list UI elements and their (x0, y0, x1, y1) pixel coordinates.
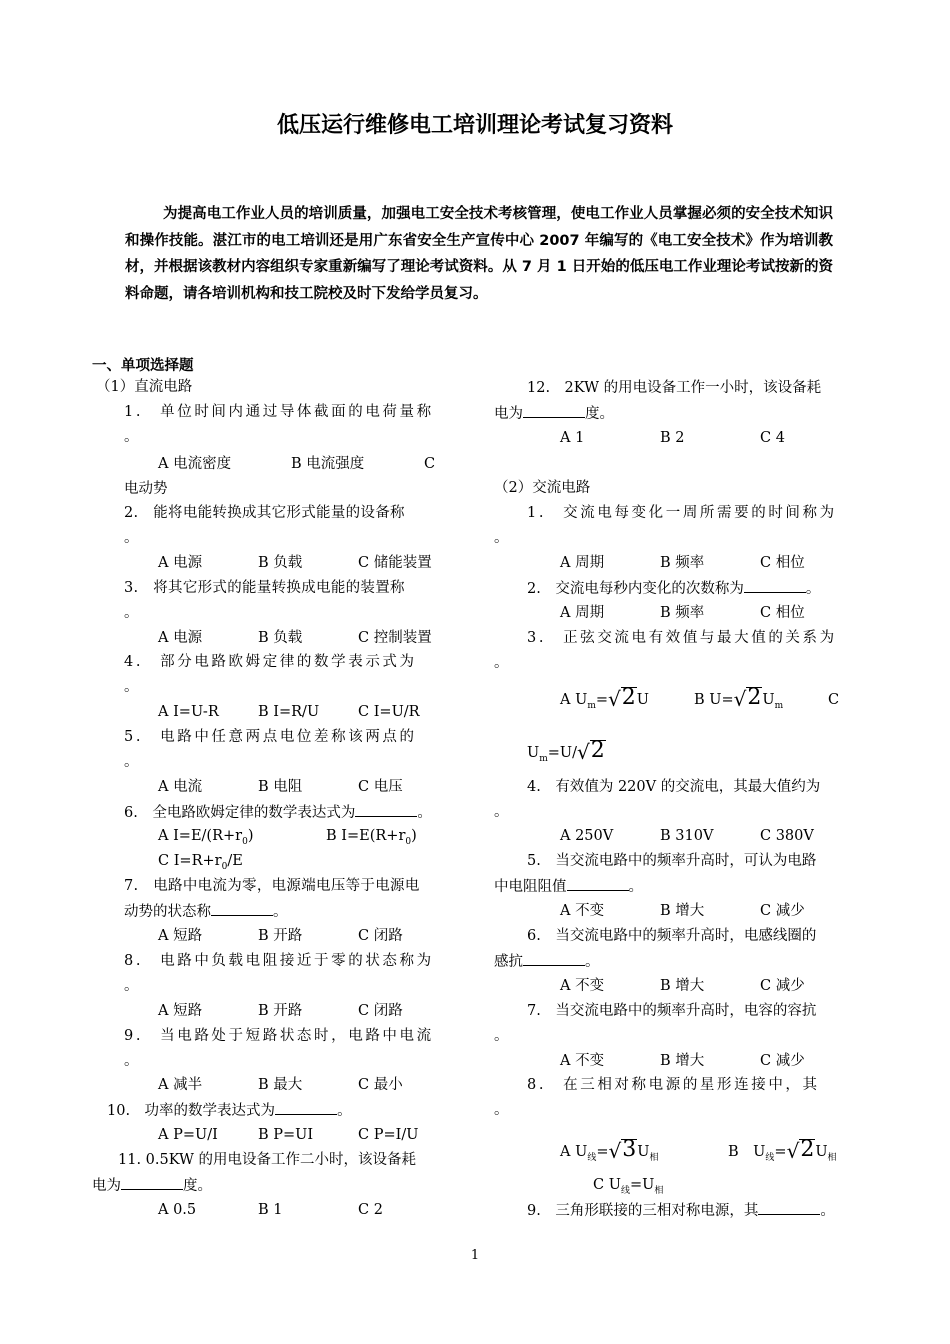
option: C 控制装置 (358, 630, 432, 646)
options (158, 1001, 403, 1021)
question-line: 。 (124, 754, 139, 770)
options (560, 826, 814, 846)
question-line: 。 (494, 804, 509, 820)
option: C I=U/R (358, 704, 420, 720)
options (560, 428, 785, 448)
option: $U_m=U/√2$ (527, 738, 605, 764)
sqrt-icon: √ (608, 687, 621, 711)
question-line: 2. 能将电能转换成其它形式能量的设备称 (124, 505, 405, 521)
question-line: 3. 将其它形式的能量转换成电能的装置称 (124, 580, 405, 596)
option: B 负载 (258, 630, 303, 646)
question-line: 6. 当交流电路中的频率升高时，电感线圈的 (527, 928, 817, 944)
question-line: 1. 交流电每变化一周所需要的时间称为 (527, 505, 837, 521)
subsection-dc: （1）直流电路 (96, 379, 193, 395)
question-line: 5. 电路中任意两点电位差称该两点的 (124, 729, 417, 745)
option: C 最小 (358, 1077, 403, 1093)
option: A 不变 (560, 1053, 605, 1069)
option: B 电流强度 (291, 456, 365, 472)
subsection-ac: （2）交流电路 (494, 480, 591, 496)
question-line: 。 (124, 679, 139, 695)
question-line: 电为 度。 (494, 403, 614, 424)
question-line: 9. 三角形联接的三相对称电源，其 。 (527, 1200, 835, 1221)
question-line: 。 (494, 1028, 509, 1044)
option: C 380V (760, 828, 814, 844)
answer-blank (758, 1200, 820, 1215)
sqrt-icon: √ (733, 687, 747, 711)
option: B P=UI (258, 1127, 314, 1143)
question-line: 。 (494, 1102, 509, 1118)
option: A 电流 (158, 779, 203, 795)
options (560, 976, 805, 996)
question-line: 。 (124, 530, 139, 546)
answer-blank (211, 901, 273, 916)
option: C 2 (358, 1202, 383, 1218)
options (158, 553, 432, 573)
answer-blank (523, 951, 585, 966)
option: A $I=E/(R+r_0)$ (158, 828, 254, 847)
option: A 减半 (158, 1077, 203, 1093)
option: B $I=E(R+r_0)$ (326, 828, 417, 847)
option: B 最大 (258, 1077, 303, 1093)
options (158, 926, 403, 946)
option: C 4 (760, 430, 785, 446)
question-line: 7. 当交流电路中的频率升高时，电容的容抗 (527, 1003, 817, 1019)
option: C 闭路 (358, 1003, 403, 1019)
sqrt-icon: √ (608, 1139, 622, 1163)
question-line: 3. 正弦交流电有效值与最大值的关系为 (527, 630, 837, 646)
question-line: 动势的状态称 。 (124, 901, 288, 922)
option: C 减少 (760, 903, 805, 919)
question-line: 2. 交流电每秒内变化的次数称为 。 (527, 578, 820, 599)
option: C (828, 692, 840, 708)
option: B 1 (258, 1202, 283, 1218)
question-line: 5. 当交流电路中的频率升高时，可认为电路 (527, 853, 817, 869)
document-title: 低压运行维修电工培训理论考试复习资料 (276, 113, 673, 138)
option: B 负载 (258, 555, 303, 571)
question-line: 9. 当电路处于短路状态时，电路中电流 (124, 1028, 434, 1044)
options (560, 1134, 837, 1173)
answer-blank (355, 802, 417, 817)
options (158, 454, 435, 474)
options (560, 1051, 805, 1071)
options (560, 603, 805, 623)
option: A 0.5 (158, 1202, 197, 1218)
options (560, 553, 805, 573)
options (158, 702, 420, 722)
option: B 增大 (660, 903, 705, 919)
option: A 周期 (560, 605, 605, 621)
options (560, 901, 805, 921)
options (158, 826, 417, 852)
option: A $U_线=√3U_相$ (560, 1137, 659, 1163)
option: B I=R/U (258, 704, 320, 720)
answer-blank (275, 1100, 337, 1115)
question-line: 电为 度。 (92, 1175, 212, 1196)
question-line: 。 (124, 1053, 139, 1069)
question-line: 7. 电路中电流为零，电源端电压等于电源电 (124, 878, 420, 894)
option: A 电源 (158, 555, 203, 571)
question-line: 11. 0.5KW 的用电设备工作二小时，该设备耗 (118, 1152, 417, 1168)
option: C 相位 (760, 555, 805, 571)
option: B 开路 (258, 928, 303, 944)
option: A I=U-R (158, 704, 219, 720)
question-line: 中电阻阻值 。 (494, 876, 643, 897)
option: C (424, 456, 436, 472)
option: B 310V (660, 828, 714, 844)
option: A 1 (560, 430, 585, 446)
page-number: 1 (470, 1248, 480, 1263)
question-line: 4. 部分电路欧姆定律的数学表示式为 (124, 654, 417, 670)
option: A 不变 (560, 903, 605, 919)
option: A 电流密度 (158, 456, 232, 472)
question-line: 。 (124, 978, 139, 994)
option: C 储能装置 (358, 555, 432, 571)
sqrt-icon: √ (577, 740, 590, 764)
options (158, 628, 432, 648)
option: B 开路 (258, 1003, 303, 1019)
options (158, 1075, 403, 1095)
option: B 频率 (660, 555, 705, 571)
option: A 250V (560, 828, 614, 844)
option: B 2 (660, 430, 685, 446)
option: A P=U/I (158, 1127, 218, 1143)
options (158, 1125, 418, 1145)
question-line: 。 (494, 655, 509, 671)
question-line: 。 (494, 530, 509, 546)
options (158, 777, 403, 797)
sqrt-icon: √ (786, 1139, 800, 1163)
question-line: 4. 有效值为 220V 的交流电，其最大值约为 (527, 779, 821, 795)
question-line (124, 802, 432, 823)
option: A 短路 (158, 928, 203, 944)
option: A 短路 (158, 1003, 203, 1019)
options (158, 1200, 383, 1220)
option: A 周期 (560, 555, 605, 571)
option: B 增大 (660, 978, 705, 994)
intro-paragraph: 为提高电工作业人员的培训质量，加强电工安全技术考核管理，使电工作业人员掌握必须的安全技术知识和操作技能。湛江市的电工培训还是用广东省安全生产宣传中心 2007 年编写的《电工安全技术》作为培训教材，并根据该教材内容组织专家重新编写了理论考试资料。从 7 月 1 日开始的低压电工作业理论考试按新的资料命题，请各培训机构和技工院校及时下发给学员复习。 (125, 206, 833, 302)
question-line: 8. 电路中负载电阻接近于零的状态称为 (124, 953, 434, 969)
question-line: 8. 在三相对称电源的星形连接中，其 (527, 1077, 820, 1093)
option: B 频率 (660, 605, 705, 621)
option: B $U=√2U_m$ (694, 685, 784, 711)
answer-blank (744, 578, 806, 593)
option: C 减少 (760, 978, 805, 994)
question-line: 电动势 (124, 481, 168, 497)
option: C 闭路 (358, 928, 403, 944)
question-line: 。 (124, 605, 139, 621)
option: A $U_m=√2U$ (560, 685, 649, 711)
option: C 相位 (760, 605, 805, 621)
answer-blank (523, 403, 585, 418)
option: C $I=R+r_0/E$ (158, 853, 243, 872)
option: A 电源 (158, 630, 203, 646)
option: C P=I/U (358, 1127, 419, 1143)
question-line: 1. 单位时间内通过导体截面的电荷量称 (124, 404, 434, 420)
option: C 电压 (358, 779, 403, 795)
question-line: 10. 功率的数学表达式为 。 (107, 1100, 352, 1121)
question-text: 。 (417, 805, 432, 821)
option: B 增大 (660, 1053, 705, 1069)
option: B 电阻 (258, 779, 303, 795)
answer-blank (121, 1175, 183, 1190)
question-line: 。 (124, 429, 139, 445)
question-line: 感抗 。 (494, 951, 600, 972)
option: C $U_线=U_相$ (593, 1177, 664, 1196)
option: B $U_线=√2U_相$ (728, 1137, 837, 1163)
answer-blank (567, 876, 629, 891)
option: A 不变 (560, 978, 605, 994)
question-line: 12. 2KW 的用电设备工作一小时，该设备耗 (527, 380, 822, 396)
question-text: 6. 全电路欧姆定律的数学表达式为 (124, 805, 356, 821)
options (560, 682, 839, 721)
section-heading: 一、单项选择题 (92, 358, 194, 374)
option: C 减少 (760, 1053, 805, 1069)
